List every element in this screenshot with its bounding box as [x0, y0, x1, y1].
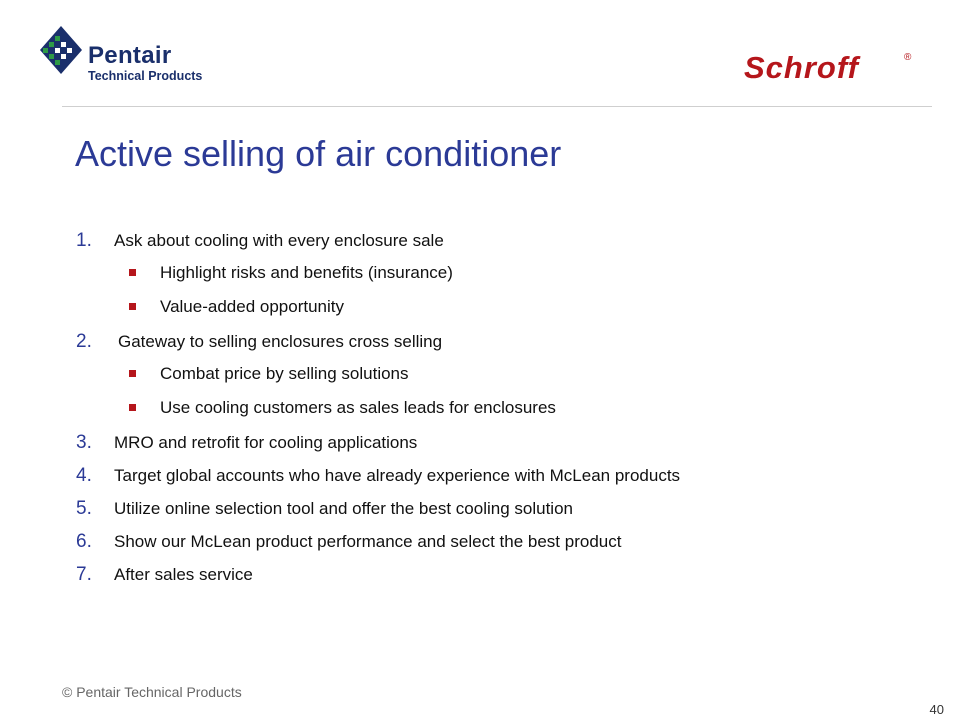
item-number: 1. [76, 230, 92, 251]
item-text: Gateway to selling enclosures cross selling [118, 332, 443, 351]
item-text: Target global accounts who have already experience with McLean products [114, 466, 681, 485]
pentair-diamond-logo-icon [38, 24, 84, 76]
item-number: 3. [76, 432, 92, 453]
list-item [76, 527, 936, 560]
item-number: 5. [76, 498, 92, 519]
square-bullet-icon [129, 404, 136, 411]
sub-list-item [76, 360, 936, 394]
schroff-wordmark: Schroff [744, 50, 859, 85]
list-item [76, 226, 936, 259]
schroff-logo [744, 48, 912, 88]
list-item [76, 560, 936, 593]
square-bullet-icon [129, 303, 136, 310]
registered-mark: ® [904, 52, 912, 63]
item-number: 6. [76, 531, 92, 552]
item-text: Show our McLean product performance and select the best product [114, 532, 622, 551]
sub-item-text: Value-added opportunity [160, 297, 344, 316]
brand-subtitle: Technical Products [88, 69, 203, 83]
item-number: 7. [76, 564, 92, 585]
item-number: 2. [76, 331, 92, 352]
list-item [76, 461, 936, 494]
square-bullet-icon [129, 370, 136, 377]
sub-list-item [76, 259, 936, 293]
sub-item-text: Use cooling customers as sales leads for enclosures [160, 398, 556, 417]
pentair-logo [38, 24, 218, 84]
sub-list-item [76, 293, 936, 327]
numbered-list [76, 226, 936, 593]
item-text: Ask about cooling with every enclosure sale [114, 231, 444, 250]
sub-item-text: Combat price by selling solutions [160, 364, 409, 383]
item-text: MRO and retrofit for cooling applications [114, 433, 418, 452]
page-number: 40 [929, 702, 944, 717]
sub-item-text: Highlight risks and benefits (insurance) [160, 263, 453, 282]
header-divider [62, 106, 932, 107]
slide-title: Active selling of air conditioner [75, 133, 562, 174]
list-item [76, 494, 936, 527]
item-number: 4. [76, 465, 92, 486]
sub-list-item [76, 394, 936, 428]
item-text: After sales service [114, 565, 253, 584]
copyright-footer: © Pentair Technical Products [62, 684, 242, 700]
brand-name: Pentair [88, 42, 172, 69]
list-item [76, 327, 936, 360]
square-bullet-icon [129, 269, 136, 276]
item-text: Utilize online selection tool and offer the best cooling solution [114, 499, 573, 518]
list-item [76, 428, 936, 461]
